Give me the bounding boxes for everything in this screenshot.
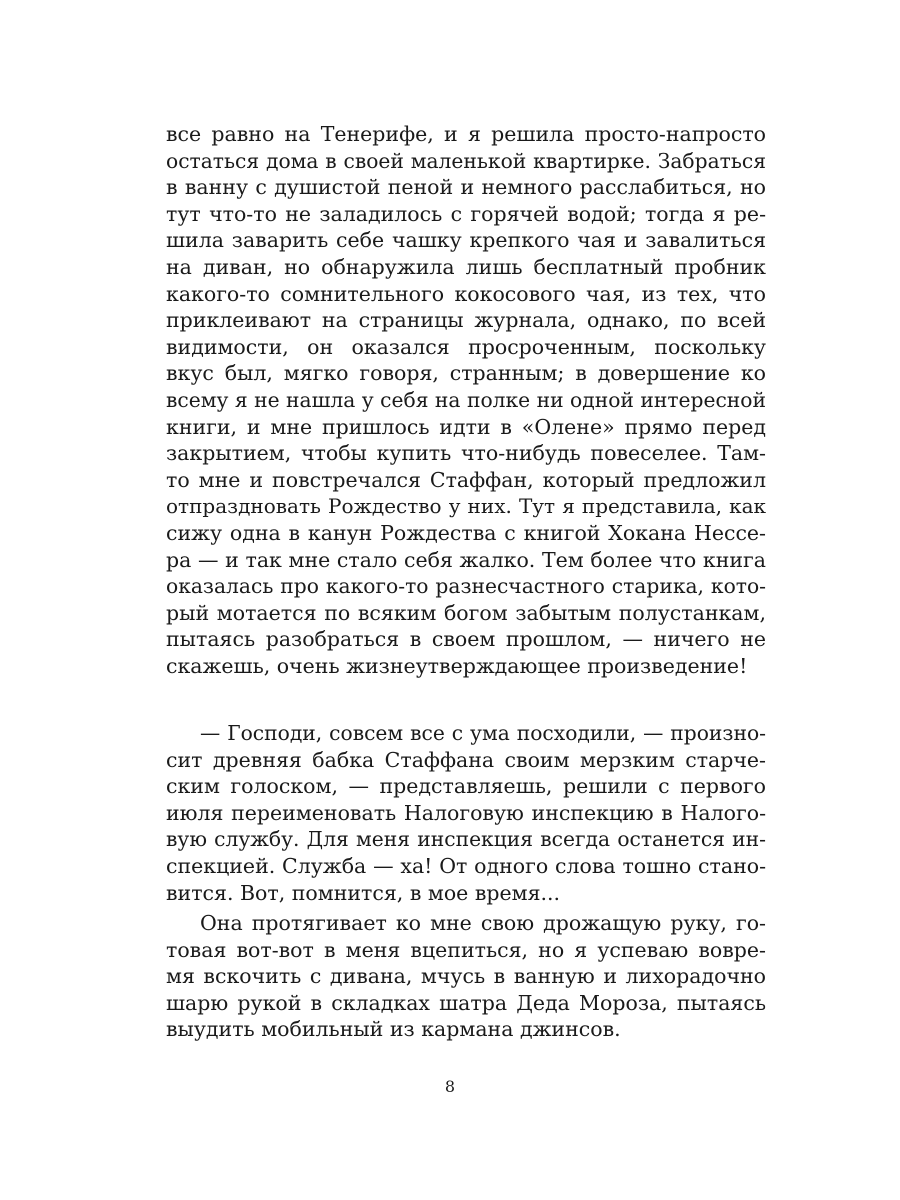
text-line: оказалась про какого-то разнесчастного старика, кото- [166,574,766,599]
paragraph-2 [166,720,766,906]
text-line: тут что-то не заладилось с горячей водой; тогда я ре- [166,201,766,226]
text-line: товая вот-вот в меня вцепиться, но я успеваю вовре- [166,937,766,962]
text-line: сит древняя бабка Стаффана своим мерзким старче- [166,747,766,772]
paragraph-3 [166,910,766,1043]
text-line: все равно на Тенерифе, и я решила просто-напросто [166,122,766,146]
text-line: всему я не нашла у себя на полке ни одной интересной [166,387,766,412]
text-line: шила заварить себе чашку крепкого чая и завалиться [166,228,766,253]
text-line: сижу одна в канун Рождества с книгой Хокана Нессе- [166,520,766,545]
text-line: Она протягивает ко мне свою дрожащую руку, го- [200,911,766,935]
text-line: на диван, но обнаружила лишь бесплатный пробник [166,254,766,279]
text-line: скажешь, очень жизнеутверждающее произведение! [166,653,748,678]
text-line: ским голоском, — представляешь, решили с первого [166,774,766,799]
text-line: отпраздновать Рождество у них. Тут я представила, как [166,494,766,519]
text-line: ра — и так мне стало себя жалко. Тем более что книга [166,547,766,572]
text-line: мя вскочить с дивана, мчусь в ванную и лихорадочно [166,964,766,989]
text-line: выудить мобильный из кармана джинсов. [166,1017,621,1042]
text-line: шарю рукой в складках шатра Деда Мороза, пытаясь [166,990,766,1015]
text-line: вую службу. Для меня инспекция всегда останется ин- [166,827,766,852]
text-line: — Господи, совсем все с ума посходили, — произно- [200,721,766,745]
page-number: 8 [444,1077,456,1096]
text-line: какого-то сомнительного кокосового чая, из тех, что [166,281,766,306]
text-line: спекцией. Служба — ха! От одного слова тошно стано- [166,853,766,878]
text-line: июля переименовать Налоговую инспекцию в Налого- [166,800,766,825]
text-line: вкус был, мягко говоря, странным; в довершение ко [166,361,766,386]
text-line: рый мотается по всяким богом забытым полустанкам, [166,600,766,625]
text-line: вится. Вот, помнится, в мое время... [166,880,561,905]
text-line: видимости, он оказался просроченным, поскольку [166,334,766,359]
text-line: пытаясь разобраться в своем прошлом, — ничего не [166,627,766,652]
text-line: закрытием, чтобы купить что-нибудь повеселее. Там- [166,441,766,466]
text-line: то мне и повстречался Стаффан, который предложил [166,467,766,492]
text-line: остаться дома в своей маленькой квартирке. Забраться [166,148,766,173]
text-line: в ванну с душистой пеной и немного расслабиться, но [166,175,766,200]
text-line: книги, и мне пришлось идти в «Олене» прямо перед [166,414,766,439]
paragraph-1 [166,121,766,679]
text-line: приклеивают на страницы журнала, однако, по всей [166,308,766,333]
